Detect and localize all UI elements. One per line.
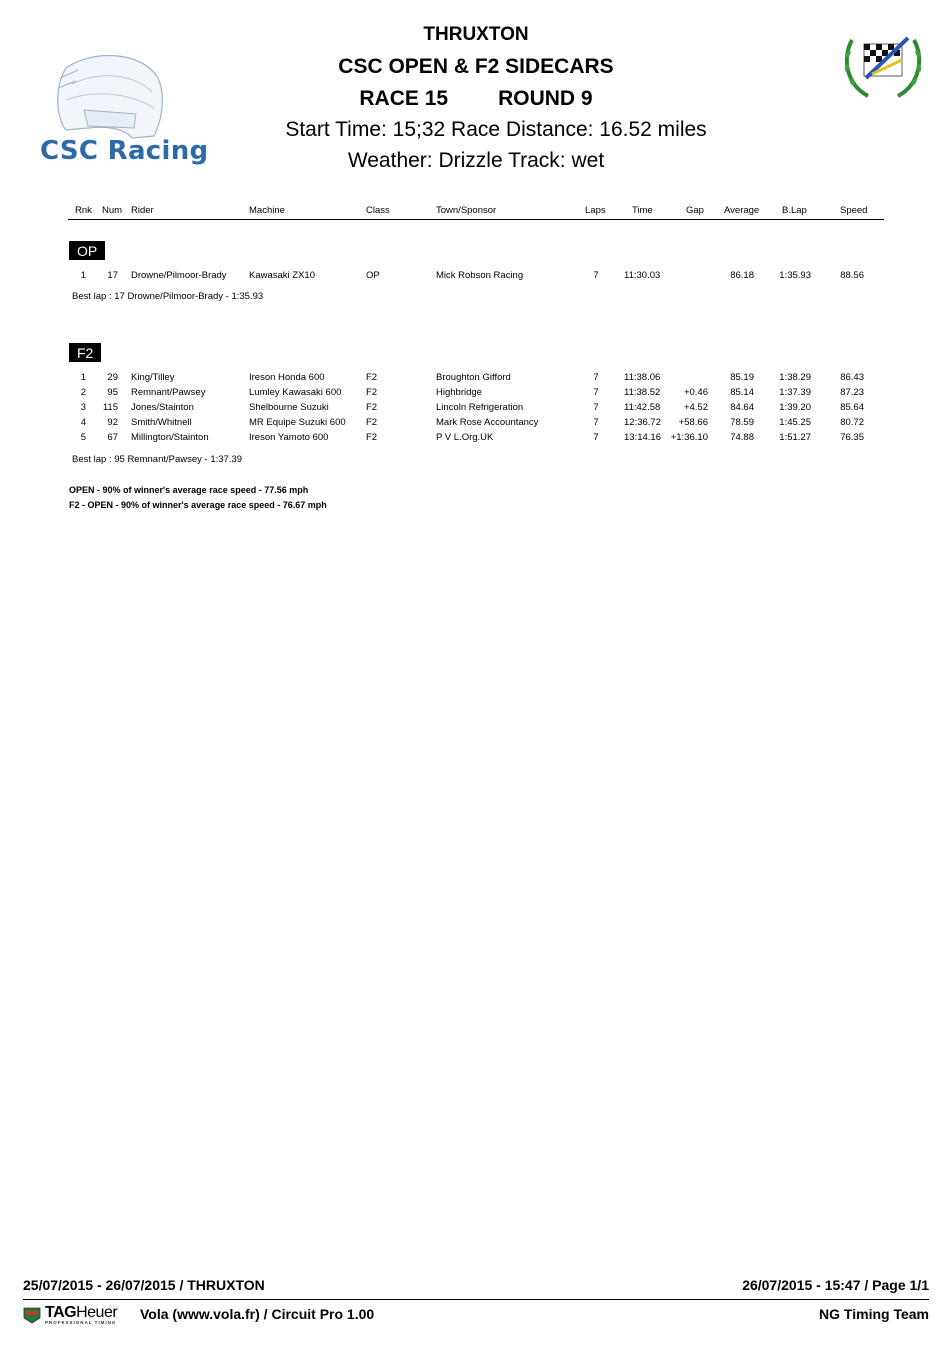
- footer-top-line: [23, 1277, 929, 1300]
- table-row: 3 115 Jones/Stainton Shelbourne Suzuki F2 Lincoln Refrigeration 7 11:42.58 +4.52 84.64 1:39.20 85.64: [80, 402, 864, 413]
- col-rider: Rider: [131, 205, 154, 216]
- class-badge-op: OP: [69, 241, 105, 260]
- note-f2-speed: F2 - OPEN - 90% of winner's average race speed - 76.67 mph: [69, 500, 327, 510]
- table-row: 2 95 Remnant/Pawsey Lumley Kawasaki 600 F2 Highbridge 7 11:38.52 +0.46 85.14 1:37.39 87.23: [80, 387, 864, 398]
- col-time: Time: [632, 205, 653, 216]
- col-num: Num: [102, 205, 123, 216]
- col-sponsor: Town/Sponsor: [436, 205, 497, 216]
- col-average: Average: [724, 205, 760, 216]
- table-row: 4 92 Smith/Whitnell MR Equipe Suzuki 600 F2 Mark Rose Accountancy 7 12:36.72 +58.66 78.59 1:45.25 80.72: [80, 417, 864, 428]
- col-speed: Speed: [840, 205, 868, 216]
- col-rnk: Rnk: [75, 205, 92, 216]
- col-class: Class: [366, 205, 390, 216]
- circuit-title: THRUXTON: [423, 24, 529, 45]
- table-row: 5 67 Millington/Stainton Ireson Yamoto 600 F2 P V L.Org.UK 7 13:14.16 +1:36.10 74.88 1:51.27 76.35: [80, 432, 864, 443]
- best-lap-op: Best lap : 17 Drowne/Pilmoor-Brady - 1:35.93: [72, 291, 264, 302]
- col-laps: Laps: [585, 205, 606, 216]
- col-blap: B.Lap: [782, 205, 807, 216]
- print-time-page: 26/07/2015 - 15:47 / Page 1/1: [742, 1277, 929, 1293]
- weather-line: Weather: Drizzle Track: wet: [347, 149, 605, 172]
- tagheuer-shield-icon: [23, 1307, 41, 1324]
- event-dates: 25/07/2015 - 26/07/2015 / THRUXTON: [23, 1277, 265, 1293]
- team-label: NG Timing Team: [819, 1306, 929, 1322]
- table-row: 1 29 King/Tilley Ireson Honda 600 F2 Broughton Gifford 7 11:38.06 85.19 1:38.29 86.43: [80, 372, 864, 383]
- col-gap: Gap: [686, 205, 704, 216]
- series-title: CSC OPEN & F2 SIDECARS: [338, 55, 614, 78]
- round-label: ROUND 9: [498, 87, 593, 110]
- software-label: Vola (www.vola.fr) / Circuit Pro 1.00: [140, 1306, 375, 1322]
- race-info-line: Start Time: 15;32 Race Distance: 16.52 miles: [285, 118, 707, 141]
- footer-bottom-line: [23, 1306, 929, 1326]
- best-lap-f2: Best lap : 95 Remnant/Pawsey - 1:37.39: [72, 454, 243, 465]
- brand-subtitle: PROFESSIONAL TIMING: [45, 1320, 117, 1325]
- race-label: RACE 15: [359, 87, 449, 110]
- results-column-header: [68, 205, 884, 220]
- logo-text: CSC Racing: [40, 136, 209, 166]
- class-badge-f2: F2: [69, 343, 101, 362]
- race-round-title: [0, 87, 952, 111]
- table-row: 1 17 Drowne/Pilmoor-Brady Kawasaki ZX10 OP Mick Robson Racing 7 11:30.03 86.18 1:35.93 88.56: [80, 270, 864, 281]
- col-machine: Machine: [249, 205, 285, 216]
- note-open-speed: OPEN - 90% of winner's average race speed - 77.56 mph: [69, 485, 309, 495]
- tagheuer-logo: TAGHeuer PROFESSIONAL TIMING: [23, 1306, 135, 1326]
